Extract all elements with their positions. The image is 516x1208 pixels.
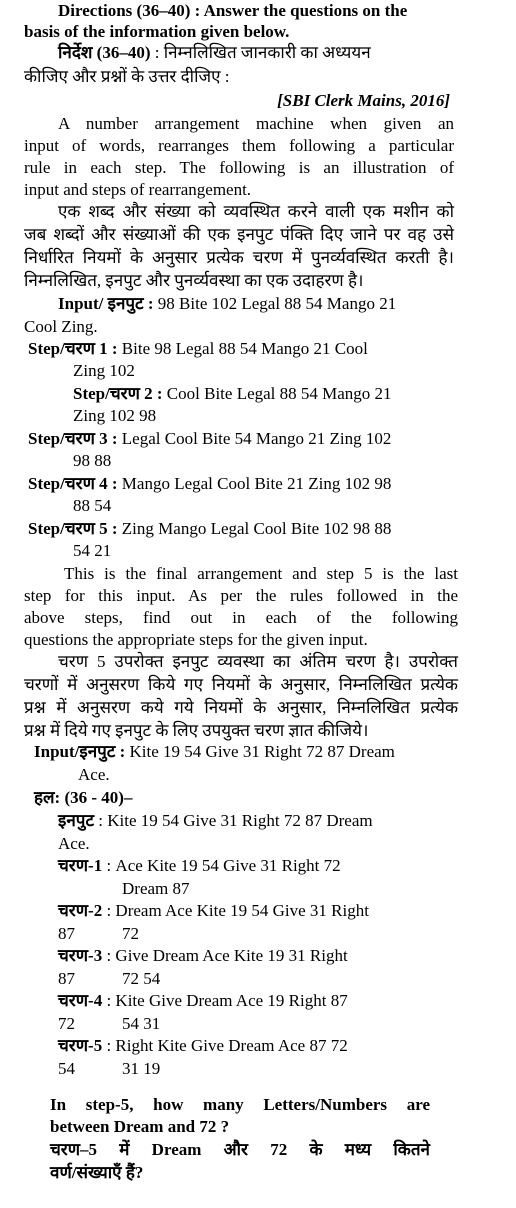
step-label: Step/चरण 3 : xyxy=(28,429,118,448)
illustration-step-3: Step/चरण 3 : Legal Cool Bite 54 Mango 21 Zing 102 xyxy=(28,429,392,448)
solution-input-label: इनपुट xyxy=(58,811,95,830)
question-en-line-1: In step-5, how many Letters/Numbers are xyxy=(50,1095,430,1114)
final-hi-line-1: चरण 5 उपरोक्त इनपुट व्यवस्था का अंतिम चरण है। उपरोक्त xyxy=(58,652,458,671)
solution-input-line-1: इनपुट : Kite 19 54 Give 31 Right 72 87 Dream xyxy=(58,811,373,830)
step-label: Step/चरण 1 : xyxy=(28,339,118,358)
solution-input-line-2: Ace. xyxy=(58,834,90,853)
directions-english-line-2: basis of the information given below. xyxy=(24,22,290,41)
solution-step-3-cont-a: 87 xyxy=(58,969,75,988)
step-label: Step/चरण 5 : xyxy=(28,519,118,538)
solution-step-2: चरण-2 : Dream Ace Kite 19 54 Give 31 Right xyxy=(58,901,369,920)
illustration-step-2-cont: Zing 102 98 xyxy=(73,406,157,425)
solution-step-5-cont-a: 54 xyxy=(58,1059,75,1078)
illustration-step-1-cont: Zing 102 xyxy=(73,361,135,380)
question-hi-line-1: चरण–5 में Dream और 72 के मध्य कितने xyxy=(50,1140,430,1159)
directions-hindi-line-1: निर्देश (36–40) : निम्नलिखित जानकारी का अध्ययन xyxy=(58,43,371,62)
final-hi-line-2: चरणों में अनुसरण किये गए नियमों के अनुसार, निम्नलिखित प्रत्येक xyxy=(24,675,458,694)
solution-step-1: चरण-1 : Ace Kite 19 54 Give 31 Right 72 xyxy=(58,856,341,875)
intro-en-line-2: input of words, rearranges them following a particular xyxy=(24,136,454,155)
final-hi-line-4: प्रश्न में दिये गए इनपुट के लिए उपयुक्त चरण ज्ञात कीजिये। xyxy=(24,721,369,740)
directions-hindi-line-2: कीजिए और प्रश्नों के उत्तर दीजिए : xyxy=(24,67,230,86)
intro-hi-line-4: निम्नलिखित, इनपुट और पुनर्व्यवस्था का एक उदाहरण है। xyxy=(24,271,364,290)
exam-source: [SBI Clerk Mains, 2016] xyxy=(277,91,450,110)
step-label: चरण-5 xyxy=(58,1036,103,1055)
step-label: चरण-3 xyxy=(58,946,103,965)
final-en-line-4: questions the appropriate steps for the given input. xyxy=(24,630,368,649)
illustration-step-4: Step/चरण 4 : Mango Legal Cool Bite 21 Zing 102 98 xyxy=(28,474,392,493)
intro-hi-line-1: एक शब्द और संख्या को व्यवस्थित करने वाली एक मशीन को xyxy=(58,202,454,221)
final-en-line-3: above steps, find out in each of the following xyxy=(24,608,458,627)
solution-step-5-cont-b: 31 19 xyxy=(122,1059,161,1078)
directions-english-line-1: Directions (36–40) : Answer the questions on the xyxy=(58,1,408,20)
solution-step-2-cont-a: 87 xyxy=(58,924,75,943)
solution-step-3-cont-b: 72 54 xyxy=(122,969,161,988)
question-input-line-1: Input/इनपुट : Kite 19 54 Give 31 Right 72 87 Dream xyxy=(34,742,395,761)
solution-heading: हल: (36 - 40)– xyxy=(34,788,133,807)
step-label: चरण-2 xyxy=(58,901,103,920)
illustration-step-2: Step/चरण 2 : Cool Bite Legal 88 54 Mango 21 xyxy=(73,384,392,403)
intro-en-line-3: rule in each step. The following is an illustration of xyxy=(24,158,454,177)
intro-en-line-4: input and steps of rearrangement. xyxy=(24,180,252,199)
illustration-step-4-cont: 88 54 xyxy=(73,496,112,515)
solution-step-4: चरण-4 : Kite Give Dream Ace 19 Right 87 xyxy=(58,991,348,1010)
solution-step-5: चरण-5 : Right Kite Give Dream Ace 87 72 xyxy=(58,1036,348,1055)
step-label: चरण-1 xyxy=(58,856,103,875)
question-input-label: Input/इनपुट : xyxy=(34,742,126,761)
illustration-step-5: Step/चरण 5 : Zing Mango Legal Cool Bite 102 98 88 xyxy=(28,519,392,538)
illustration-input-label: Input/ इनपुट : xyxy=(58,294,154,313)
illustration-step-3-cont: 98 88 xyxy=(73,451,112,470)
step-label: Step/चरण 2 : xyxy=(73,384,163,403)
intro-hi-line-3: निर्धारित नियमों के अनुसार प्रत्येक चरण में पुनर्व्यवस्थित करती है। xyxy=(24,248,454,267)
question-hi-line-2: वर्ण/संख्याएँ हैं? xyxy=(50,1163,144,1182)
intro-hi-line-2: जब शब्दों और संख्याओं की एक इनपुट पंक्ति दिए जाने पर वह उसे xyxy=(24,225,454,244)
solution-step-3: चरण-3 : Give Dream Ace Kite 19 31 Right xyxy=(58,946,348,965)
intro-en-line-1: A number arrangement machine when given an xyxy=(58,114,454,133)
step-label: Step/चरण 4 : xyxy=(28,474,118,493)
solution-step-2-cont-b: 72 xyxy=(122,924,139,943)
final-en-line-1: This is the final arrangement and step 5 is the last xyxy=(64,564,458,583)
final-hi-line-3: प्रश्न में अनुसरण कये गये नियमों के अनुसार, निम्नलिखित प्रत्येक xyxy=(24,698,458,717)
directions-hindi-label: निर्देश (36–40) xyxy=(58,43,151,62)
question-input-line-2: Ace. xyxy=(78,765,110,784)
illustration-step-1: Step/चरण 1 : Bite 98 Legal 88 54 Mango 21 Cool xyxy=(28,339,368,358)
solution-step-4-cont-b: 54 31 xyxy=(122,1014,161,1033)
step-label: चरण-4 xyxy=(58,991,103,1010)
solution-step-1-cont: Dream 87 xyxy=(122,879,190,898)
solution-step-4-cont-a: 72 xyxy=(58,1014,75,1033)
illustration-step-5-cont: 54 21 xyxy=(73,541,112,560)
question-en-line-2: between Dream and 72 ? xyxy=(50,1117,230,1136)
illustration-input-line-1: Input/ इनपुट : 98 Bite 102 Legal 88 54 Mango 21 xyxy=(58,294,397,313)
final-en-line-2: step for this input. As per the rules followed in the xyxy=(24,586,458,605)
illustration-input-line-2: Cool Zing. xyxy=(24,317,98,336)
